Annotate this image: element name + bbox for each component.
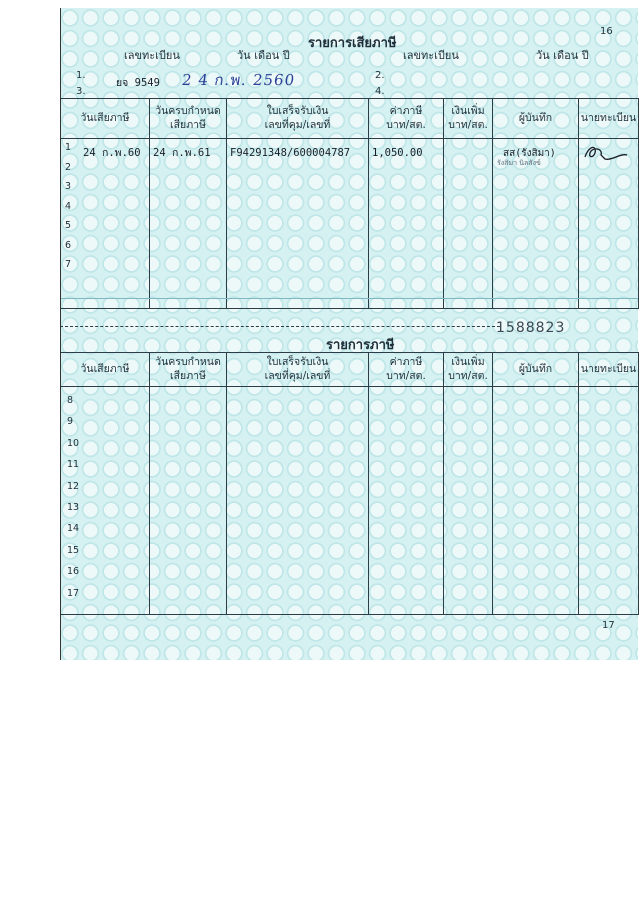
page-left-edge [60,8,61,660]
row-number: 1 [65,142,72,153]
row-number: 5 [65,220,72,231]
col-due-date: วันครบกำหนด เสียภาษี [150,99,227,139]
col-registrar: นายทะเบียน [579,99,639,139]
top-section-title: รายการเสียภาษี [308,36,397,51]
slot-1: 1. [76,70,86,81]
row-number: 3 [65,181,72,192]
row-number: 2 [65,161,72,173]
row-number: 8 [67,395,74,406]
row1-registrar-note: รังสิมา นิลสังข์ [497,159,541,167]
col-recorder: ผู้บันทึก [493,353,579,387]
header-left-reg: เลขทะเบียน [124,49,180,62]
col-receipt: ใบเสร็จรับเงิน เลขที่คุม/เลขที่ [227,353,369,387]
row-number: 6 [65,239,72,251]
tax-payment-table-top [60,98,639,309]
row-number: 11 [67,459,80,471]
row1-paid-date: 24 ก.พ.60 [83,147,141,159]
col-registrar: นายทะเบียน [579,353,639,387]
col-paid-date: วันเสียภาษี [61,353,150,387]
row1-recorder: สส(รังสิมา) [503,148,556,159]
table-body-bottom [61,387,639,615]
row-number: 13 [67,501,80,513]
header-right-reg: เลขทะเบียน [403,49,459,62]
col-receipt: ใบเสร็จรับเงิน เลขที่คุม/เลขที่ [227,99,369,139]
row-number: 12 [67,480,80,492]
slot-1-registration: ยจ 9549 [116,77,160,89]
tax-payment-table-bottom [60,352,639,615]
col-due-date: วันครบกำหนด เสียภาษี [150,353,227,387]
row-numbers-top [65,142,149,279]
col-recorder: ผู้บันทึก [493,99,579,139]
slot-3: 3. [76,86,86,97]
row1-tax: 1,050.00 [372,147,423,159]
row-number: 10 [67,437,80,449]
row1-due-date: 24 ก.พ.61 [153,147,211,159]
registration-page [60,8,638,660]
col-tax: ค่าภาษี บาท/สต. [369,353,444,387]
page-number-top: 16 [600,26,613,37]
row-number: 7 [65,259,72,270]
row-number: 9 [67,416,74,428]
row-number: 15 [67,544,80,556]
row-number: 4 [65,200,72,212]
registrar-signature-icon [581,143,631,165]
serial-number: 1588823 [496,320,566,336]
section-divider [60,298,638,299]
bottom-section-title: รายการภาษี [326,338,395,353]
col-tax: ค่าภาษี บาท/สต. [369,99,444,139]
row1-receipt: F94291348/600004787 [230,147,351,159]
row-number: 16 [67,566,80,578]
col-surcharge: เงินเพิ่ม บาท/สต. [444,99,493,139]
page-number-bottom: 17 [602,620,615,631]
row-number: 17 [67,587,80,599]
perforation-line [60,326,500,327]
table-body-top [61,139,639,309]
slot-1-date-stamp: 2 4 ก.พ. 2560 [180,71,297,89]
row-number: 14 [67,523,80,535]
col-surcharge: เงินเพิ่ม บาท/สต. [444,353,493,387]
slot-2: 2. [375,70,385,81]
header-left-date: วัน เดือน ปี [237,49,290,62]
header-right-date: วัน เดือน ปี [536,49,589,62]
slot-4: 4. [375,86,385,97]
col-paid-date: วันเสียภาษี [61,99,150,139]
